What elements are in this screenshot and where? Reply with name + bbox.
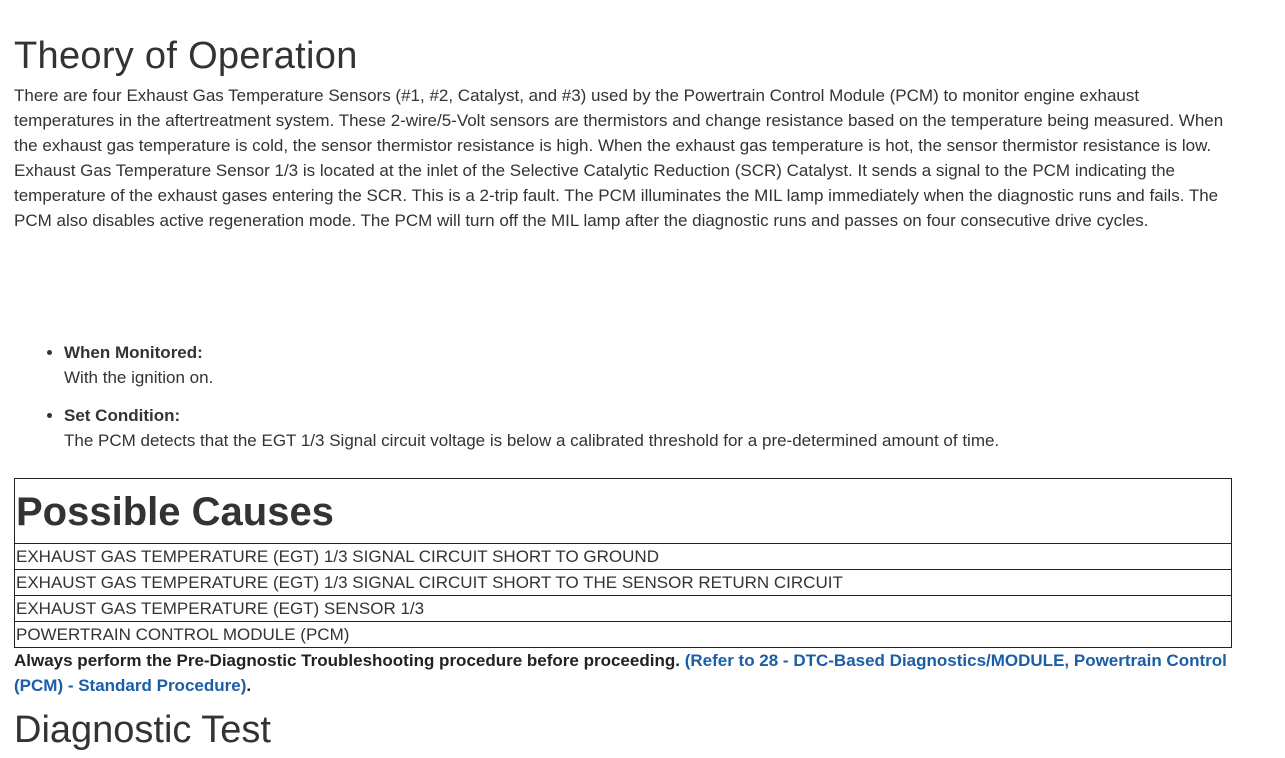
cause-cell: EXHAUST GAS TEMPERATURE (EGT) 1/3 SIGNAL CIRCUIT SHORT TO GROUND [15, 544, 1232, 570]
set-condition-value: The PCM detects that the EGT 1/3 Signal circuit voltage is below a calibrated threshold for a pre-determined amount of time. [64, 431, 1000, 450]
cause-cell: POWERTRAIN CONTROL MODULE (PCM) [15, 622, 1232, 648]
when-monitored-value: With the ignition on. [64, 368, 214, 387]
theory-body: There are four Exhaust Gas Temperature Sensors (#1, #2, Catalyst, and #3) used by the Powertrain Control Module (PCM) to monitor engine exhaust temperatures in the aftertreatment system. These 2-wire/5-Volt sensors are thermistors and change resistance based on the temperature being measured. When the exhaust gas temperature is cold, the sensor thermistor resistance is high. When the exhaust gas temperature is hot, the sensor thermistor resistance is low. Exhaust Gas Temperature Sensor 1/3 is located at the inlet of the Selective Catalytic Reduction (SCR) Catalyst. It sends a signal to the PCM indicating the temperature of the exhaust gases entering the SCR. This is a 2-trip fault. The PCM illuminates the MIL lamp immediately when the diagnostic runs and fails. The PCM also disables active regeneration mode. The PCM will turn off the MIL lamp after the diagnostic runs and passes on four consecutive drive cycles. [14, 86, 1224, 230]
table-row [15, 622, 1232, 648]
table-row [15, 544, 1232, 570]
table-row [15, 570, 1232, 596]
list-item [64, 340, 1232, 390]
diagnostic-test-title: Diagnostic Test [14, 709, 271, 751]
procedure-suffix: . [246, 676, 252, 695]
procedure-note [14, 648, 1232, 698]
when-monitored-label: • When Monitored: [64, 343, 203, 362]
possible-causes-table [14, 478, 1232, 648]
procedure-text: Always perform the Pre-Diagnostic Troubleshooting procedure before proceeding. [14, 651, 680, 670]
cause-cell: EXHAUST GAS TEMPERATURE (EGT) 1/3 SIGNAL CIRCUIT SHORT TO THE SENSOR RETURN CIRCUIT [15, 570, 1232, 596]
table-row [15, 596, 1232, 622]
cause-cell: EXHAUST GAS TEMPERATURE (EGT) SENSOR 1/3 [15, 596, 1232, 622]
possible-causes-title: Possible Causes [15, 479, 1232, 544]
procedure-link[interactable]: (Refer to 28 - DTC-Based Diagnostics/MODULE, Powertrain Control (PCM) - Standard Procedure) [14, 651, 1227, 695]
document-page [14, 0, 1232, 752]
theory-title: Theory of Operation [14, 35, 358, 77]
list-item [64, 403, 1232, 453]
conditions-list [14, 340, 1232, 453]
set-condition-label: • Set Condition: [64, 406, 181, 425]
